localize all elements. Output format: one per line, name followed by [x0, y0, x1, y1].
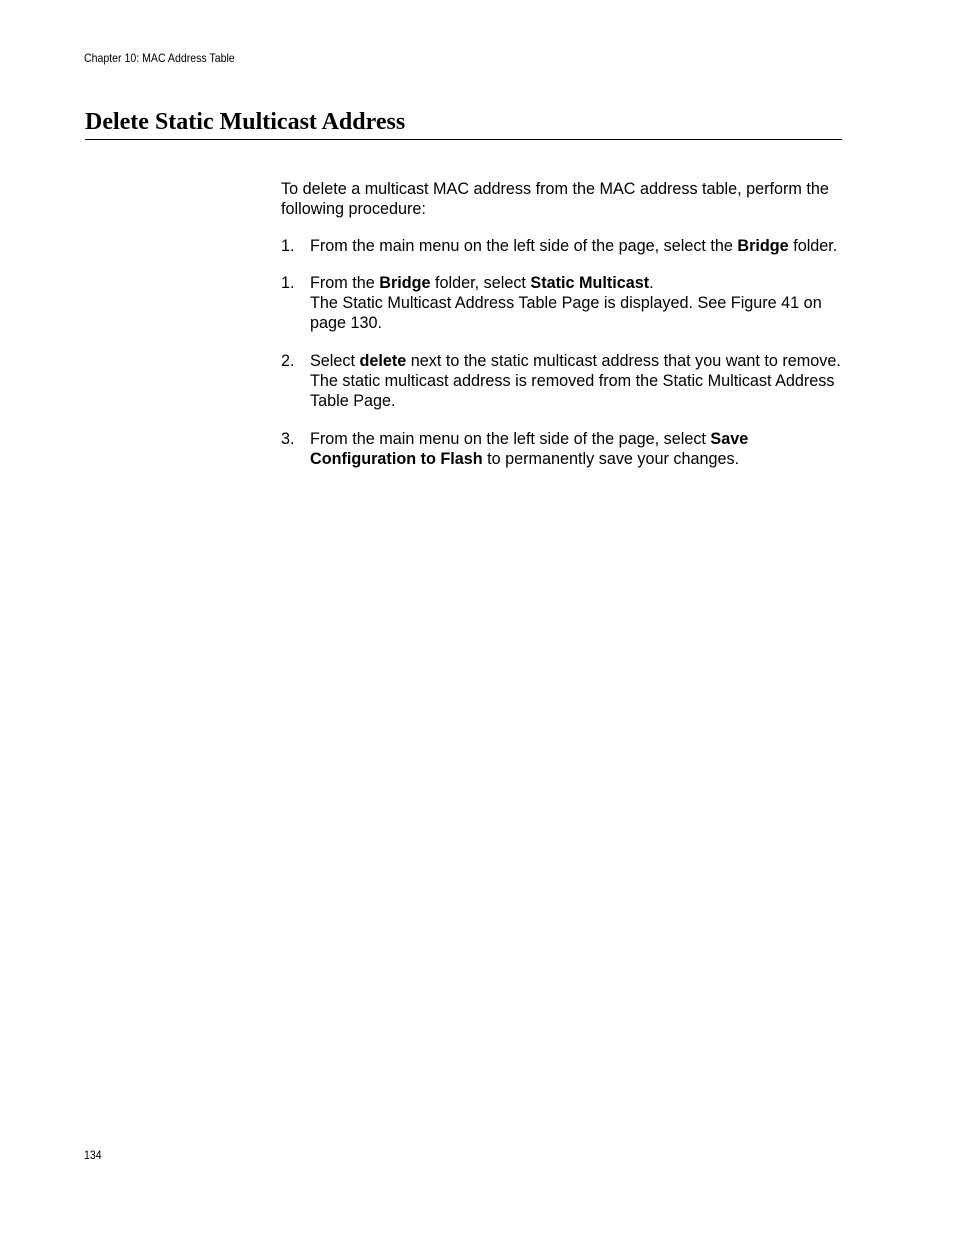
- step-text-run: folder.: [788, 236, 838, 255]
- step-emphasis: Static Multicast: [530, 273, 650, 292]
- procedure-step: [281, 351, 846, 412]
- procedure-body: [281, 179, 846, 486]
- step-text: [310, 273, 846, 293]
- step-text: [310, 236, 846, 256]
- step-text-run: From the main menu on the left side of the page, select the: [310, 236, 738, 255]
- step-text: [310, 351, 846, 371]
- title-rule: [85, 139, 842, 140]
- step-emphasis: Bridge: [379, 273, 431, 292]
- step-text-run: From the main menu on the left side of the page, select: [310, 429, 711, 448]
- step-text-run: .: [649, 273, 654, 292]
- page-number: 134: [84, 1148, 102, 1162]
- procedure-step: [281, 429, 846, 470]
- step-result-note: The static multicast address is removed from the Static Multicast Address Table Page.: [310, 372, 835, 411]
- step-number: 2.: [281, 351, 295, 370]
- step-emphasis: delete: [359, 351, 407, 370]
- step-emphasis: Bridge: [737, 236, 789, 255]
- step-text-run: next to the static multicast address that you want to remove.: [406, 351, 841, 370]
- step-number: 3.: [281, 429, 295, 448]
- step-emphasis: Save Configuration to Flash: [310, 429, 749, 468]
- step-text-run: folder, select: [430, 273, 531, 292]
- procedure-steps: [281, 236, 846, 470]
- step-text-run: From the: [310, 273, 380, 292]
- step-result-note: The Static Multicast Address Table Page is displayed. See Figure 41 on page 130.: [310, 294, 822, 333]
- procedure-step: [281, 273, 846, 334]
- section-title: Delete Static Multicast Address: [85, 109, 406, 135]
- step-text-run: to permanently save your changes.: [482, 449, 740, 468]
- running-header: Chapter 10: MAC Address Table: [84, 51, 235, 65]
- step-text: [310, 429, 846, 470]
- intro-paragraph: To delete a multicast MAC address from the MAC address table, perform the following procedure:: [281, 180, 829, 219]
- procedure-step: [281, 236, 846, 256]
- step-number: 1.: [281, 273, 295, 292]
- step-number: 1.: [281, 236, 295, 255]
- step-text-run: Select: [310, 351, 360, 370]
